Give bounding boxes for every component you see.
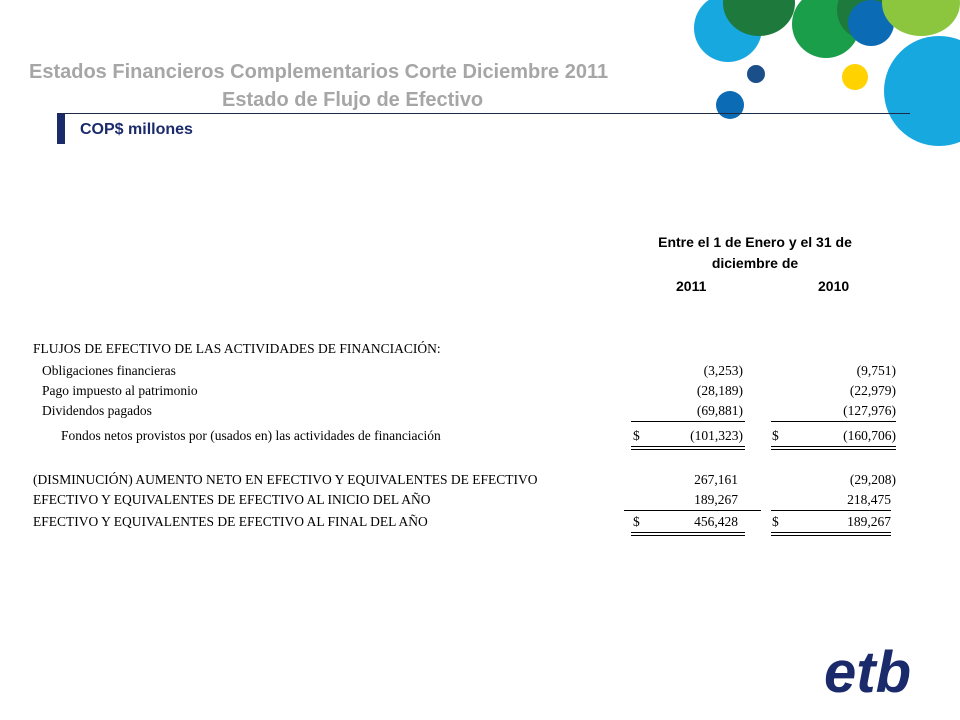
row-label: EFECTIVO Y EQUIVALENTES DE EFECTIVO AL FINAL DEL AÑO	[33, 514, 428, 529]
value-2011: (101,323)	[690, 428, 743, 443]
value-2010: (127,976)	[843, 403, 896, 418]
value-2011: (28,189)	[696, 383, 743, 398]
year-2011-header: 2011	[676, 278, 707, 294]
value-2011: 267,161	[694, 472, 738, 487]
logo-text: etb	[824, 640, 911, 702]
row-label: Fondos netos provistos por (usados en) las actividades de financiación	[61, 428, 441, 443]
double-rule-2010-b	[771, 535, 891, 536]
etb-logo	[822, 636, 912, 702]
currency-2011: $	[633, 428, 640, 443]
double-rule-2010-a	[771, 532, 891, 533]
header-divider	[57, 113, 910, 114]
double-rule-2011-a	[631, 532, 745, 533]
value-2010: 218,475	[847, 492, 891, 507]
value-2010: (9,751)	[856, 363, 896, 378]
row-label: EFECTIVO Y EQUIVALENTES DE EFECTIVO AL INICIO DEL AÑO	[33, 492, 431, 507]
accent-bar	[57, 114, 65, 144]
decor-circle-navy-small	[747, 65, 765, 83]
value-2011: (69,881)	[696, 403, 743, 418]
decor-circle-light-green	[882, 0, 960, 36]
currency-2011: $	[633, 514, 640, 529]
row-label: Pago impuesto al patrimonio	[42, 383, 198, 398]
currency-2010: $	[772, 514, 779, 529]
year-2010-header: 2010	[818, 278, 850, 294]
value-2011: (3,253)	[703, 363, 743, 378]
value-2010: (160,706)	[843, 428, 896, 443]
decor-circle-cyan-large	[884, 36, 960, 146]
value-2011: 189,267	[694, 492, 738, 507]
row-label: Obligaciones financieras	[42, 363, 176, 378]
value-2010: (29,208)	[849, 472, 896, 487]
row-label: (DISMINUCIÓN) AUMENTO NETO EN EFECTIVO Y EQUIVALENTES DE EFECTIVO	[33, 472, 538, 487]
page-subtitle: Estado de Flujo de Efectivo	[222, 89, 484, 111]
row-label: Dividendos pagados	[42, 403, 152, 418]
double-rule-2011-b	[631, 449, 745, 450]
subtotal-rule-2011	[624, 510, 761, 511]
period-header-line2: diciembre de	[711, 255, 799, 271]
decor-circle-blue-small	[716, 91, 744, 119]
subtotal-rule-2010	[771, 421, 896, 422]
period-header-line1: Entre el 1 de Enero y el 31 de	[658, 234, 852, 250]
double-rule-2010-a	[771, 446, 896, 447]
double-rule-2011-a	[631, 446, 745, 447]
decor-circle-yellow	[842, 64, 868, 90]
value-2010: 189,267	[847, 514, 891, 529]
value-2010: (22,979)	[849, 383, 896, 398]
subtotal-rule-2011	[631, 421, 745, 422]
currency-2010: $	[772, 428, 779, 443]
section-title: FLUJOS DE EFECTIVO DE LAS ACTIVIDADES DE FINANCIACIÓN:	[33, 341, 441, 356]
page-title: Estados Financieros Complementarios Corte Diciembre 2011	[29, 61, 609, 83]
double-rule-2010-b	[771, 449, 896, 450]
unit-label: COP$ millones	[80, 121, 193, 138]
subtotal-rule-2010	[771, 510, 891, 511]
value-2011: 456,428	[694, 514, 738, 529]
double-rule-2011-b	[631, 535, 745, 536]
